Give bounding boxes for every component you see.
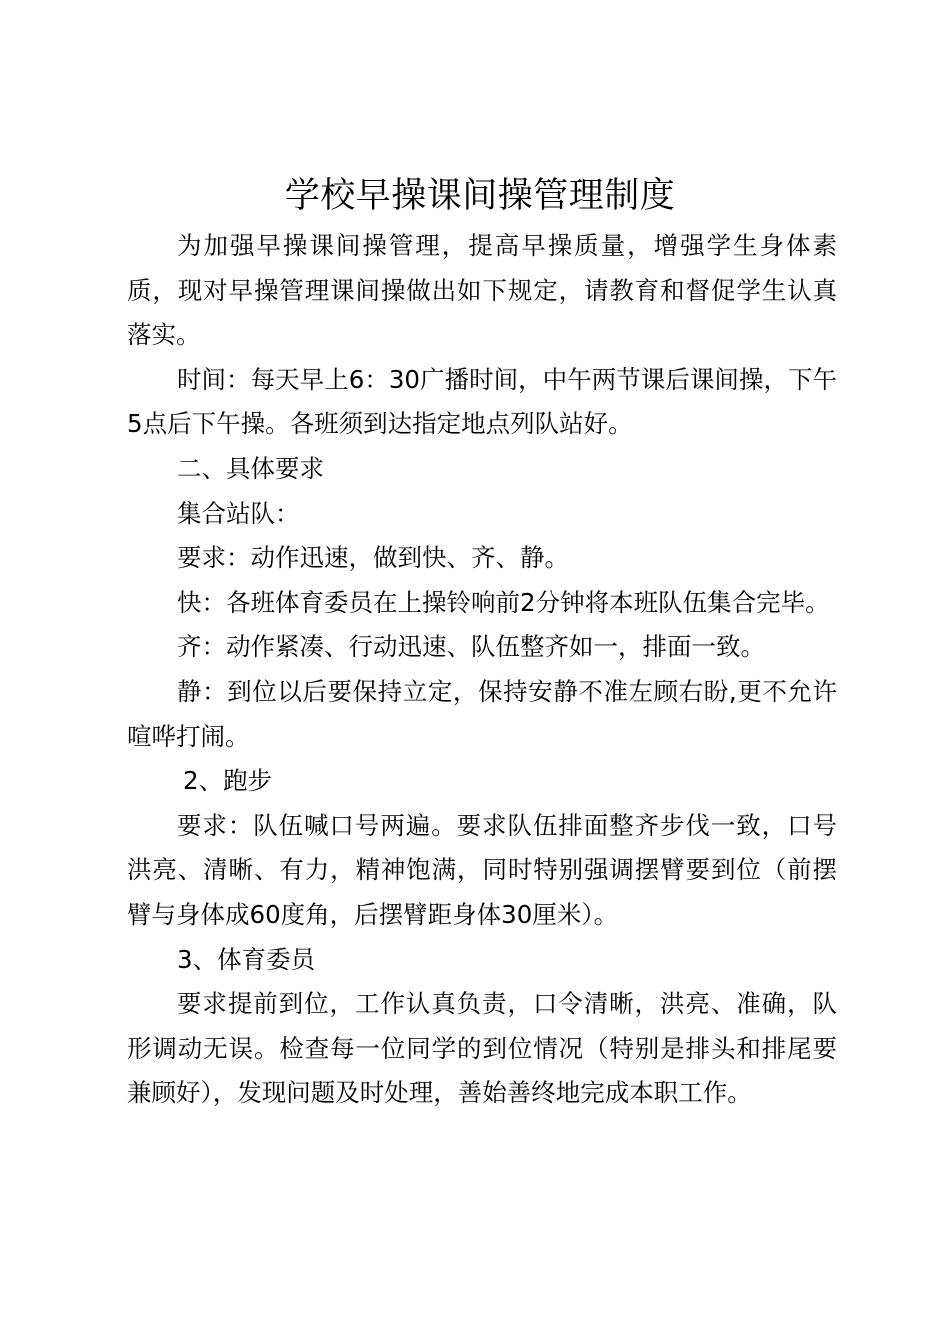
section-heading-requirements: 二、具体要求 <box>177 453 324 483</box>
subheading-assembly: 集合站队： <box>177 498 300 528</box>
assembly-quiet: 静：到位以后要保持立定，保持安静不准左顾右盼,更不允许喧哗打闹。 <box>127 676 837 751</box>
document-body <box>127 224 837 1116</box>
assembly-uniform: 齐：动作紧凑、行动迅速、队伍整齐如一，排面一致。 <box>177 632 765 662</box>
time-paragraph: 时间：每天早上6：30广播时间，中午两节课后课间操，下午5点后下午操。各班须到达指定地点列队站好。 <box>127 364 837 439</box>
pe-monitor-requirement: 要求提前到位，工作认真负责，口令清晰，洪亮、准确，队形调动无误。检查每一位同学的到位情况（特别是排头和排尾要兼顾好），发现问题及时处理，善始善终地完成本职工作。 <box>127 989 837 1108</box>
assembly-requirement: 要求：动作迅速，做到快、齐、静。 <box>177 543 569 573</box>
assembly-fast: 快：各班体育委员在上操铃响前2分钟将本班队伍集合完毕。 <box>177 587 830 617</box>
subheading-pe-monitor: 3、体育委员 <box>177 944 316 974</box>
running-requirement: 要求：队伍喊口号两遍。要求队伍排面整齐步伐一致，口号洪亮、清晰、有力，精神饱满，同时特别强调摆臂要到位（前摆臂与身体成60度角，后摆臂距身体30厘米）。 <box>127 810 837 929</box>
intro-paragraph: 为加强早操课间操管理，提高早操质量，增强学生身体素质，现对早操管理课间操做出如下规定，请教育和督促学生认真落实。 <box>127 231 837 350</box>
document-title: 学校早操课间操管理制度 <box>284 176 676 216</box>
subheading-running: 2、跑步 <box>183 766 273 796</box>
